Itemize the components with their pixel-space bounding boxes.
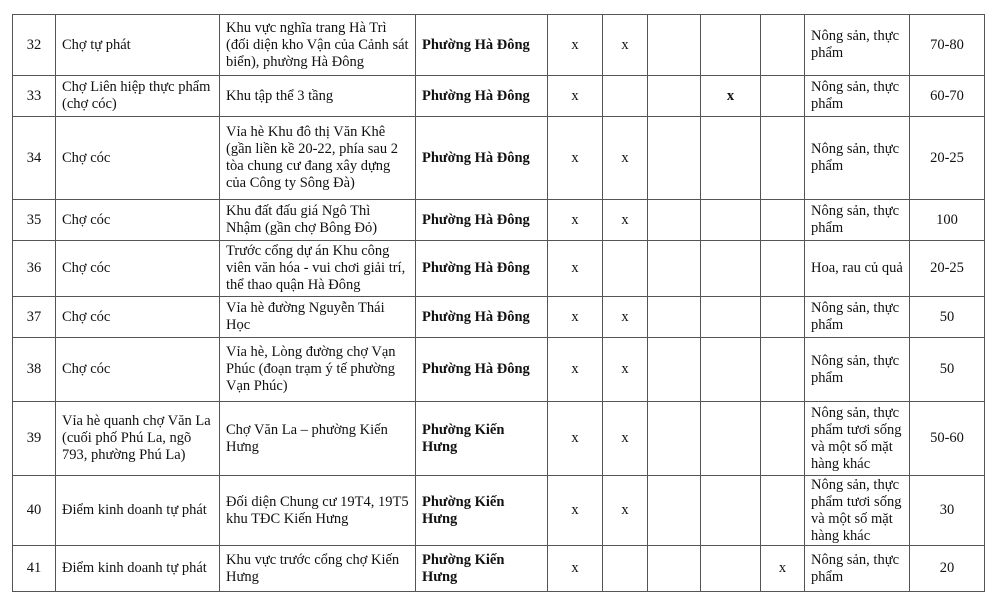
ward: Phường Kiến Hưng [416,476,548,546]
mark-col-1: x [548,297,603,338]
market-name: Điểm kinh doanh tự phát [56,546,220,592]
row-number: 38 [13,338,56,402]
mark-col-2: x [603,338,648,402]
row-number: 33 [13,76,56,117]
ward: Phường Kiến Hưng [416,402,548,476]
mark-col-5 [761,200,805,241]
vendor-count: 20-25 [910,117,985,200]
table-row [13,200,985,241]
mark-col-3 [648,297,701,338]
row-number: 36 [13,241,56,297]
table-row [13,338,985,402]
goods-type: Nông sản, thực phẩm [805,76,910,117]
mark-col-1: x [548,546,603,592]
vendor-count: 60-70 [910,76,985,117]
vendor-count: 50-60 [910,402,985,476]
market-name: Chợ cóc [56,241,220,297]
mark-col-4 [701,241,761,297]
goods-type: Nông sản, thực phẩm [805,117,910,200]
market-name: Chợ cóc [56,200,220,241]
mark-col-2: x [603,117,648,200]
goods-type: Hoa, rau củ quả [805,241,910,297]
market-location: Trước cổng dự án Khu công viên văn hóa - vui chơi giải trí, thể thao quận Hà Đông [220,241,416,297]
mark-col-3 [648,76,701,117]
mark-col-1: x [548,15,603,76]
ward: Phường Kiến Hưng [416,546,548,592]
goods-type: Nông sản, thực phẩm [805,297,910,338]
vendor-count: 20 [910,546,985,592]
table-row [13,546,985,592]
table-row [13,76,985,117]
mark-col-4 [701,338,761,402]
mark-col-5 [761,476,805,546]
mark-col-2: x [603,15,648,76]
market-location: Khu vực trước cổng chợ Kiến Hưng [220,546,416,592]
market-name: Vỉa hè quanh chợ Văn La (cuối phố Phú La, ngõ 793, phường Phú La) [56,402,220,476]
table-row [13,476,985,546]
mark-col-4 [701,117,761,200]
mark-col-5 [761,297,805,338]
goods-type: Nông sản, thực phẩm [805,546,910,592]
mark-col-5 [761,117,805,200]
market-location: Khu vực nghĩa trang Hà Trì (đối diện kho Vận của Cảnh sát biển), phường Hà Đông [220,15,416,76]
row-number: 34 [13,117,56,200]
mark-col-3 [648,476,701,546]
market-list-table [12,14,985,592]
mark-col-5 [761,76,805,117]
mark-col-3 [648,117,701,200]
mark-col-4 [701,402,761,476]
mark-col-1: x [548,241,603,297]
market-location: Đối diện Chung cư 19T4, 19T5 khu TĐC Kiến Hưng [220,476,416,546]
goods-type: Nông sản, thực phẩm [805,338,910,402]
mark-col-1: x [548,338,603,402]
market-name: Chợ Liên hiệp thực phẩm (chợ cóc) [56,76,220,117]
market-location: Chợ Văn La – phường Kiến Hưng [220,402,416,476]
market-location: Khu đất đấu giá Ngô Thì Nhậm (gần chợ Bông Đỏ) [220,200,416,241]
mark-col-1: x [548,117,603,200]
mark-col-3 [648,241,701,297]
vendor-count: 50 [910,297,985,338]
vendor-count: 70-80 [910,15,985,76]
mark-col-3 [648,200,701,241]
mark-col-1: x [548,200,603,241]
goods-type: Nông sản, thực phẩm [805,15,910,76]
mark-col-1: x [548,476,603,546]
mark-col-5 [761,338,805,402]
mark-col-4 [701,297,761,338]
mark-col-4 [701,200,761,241]
ward: Phường Hà Đông [416,241,548,297]
row-number: 37 [13,297,56,338]
mark-col-3 [648,402,701,476]
table-row [13,297,985,338]
mark-col-4: x [701,76,761,117]
market-location: Vỉa hè, Lòng đường chợ Vạn Phúc (đoạn trạm ý tế phường Vạn Phúc) [220,338,416,402]
vendor-count: 100 [910,200,985,241]
mark-col-5 [761,241,805,297]
ward: Phường Hà Đông [416,117,548,200]
mark-col-3 [648,546,701,592]
vendor-count: 50 [910,338,985,402]
market-location: Vỉa hè Khu đô thị Văn Khê (gần liền kề 20-22, phía sau 2 tòa chung cư đang xây dựng của Công ty Sông Đà) [220,117,416,200]
market-name: Chợ cóc [56,117,220,200]
mark-col-1: x [548,402,603,476]
goods-type: Nông sản, thực phẩm [805,200,910,241]
market-name: Chợ tự phát [56,15,220,76]
goods-type: Nông sản, thực phẩm tươi sống và một số mặt hàng khác [805,402,910,476]
row-number: 39 [13,402,56,476]
mark-col-2: x [603,402,648,476]
goods-type: Nông sản, thực phẩm tươi sống và một số mặt hàng khác [805,476,910,546]
mark-col-2 [603,546,648,592]
ward: Phường Hà Đông [416,297,548,338]
ward: Phường Hà Đông [416,338,548,402]
mark-col-2: x [603,200,648,241]
table-row [13,241,985,297]
mark-col-3 [648,15,701,76]
mark-col-1: x [548,76,603,117]
mark-col-4 [701,476,761,546]
market-name: Điểm kinh doanh tự phát [56,476,220,546]
vendor-count: 30 [910,476,985,546]
ward: Phường Hà Đông [416,15,548,76]
mark-col-2: x [603,476,648,546]
vendor-count: 20-25 [910,241,985,297]
mark-col-5 [761,402,805,476]
market-location: Khu tập thể 3 tầng [220,76,416,117]
market-name: Chợ cóc [56,297,220,338]
mark-col-3 [648,338,701,402]
row-number: 35 [13,200,56,241]
row-number: 41 [13,546,56,592]
table-row [13,117,985,200]
mark-col-2 [603,76,648,117]
mark-col-5 [761,15,805,76]
mark-col-4 [701,15,761,76]
mark-col-4 [701,546,761,592]
table-row [13,402,985,476]
mark-col-2 [603,241,648,297]
row-number: 40 [13,476,56,546]
row-number: 32 [13,15,56,76]
mark-col-5: x [761,546,805,592]
market-location: Vỉa hè đường Nguyễn Thái Học [220,297,416,338]
mark-col-2: x [603,297,648,338]
ward: Phường Hà Đông [416,76,548,117]
table-row [13,15,985,76]
market-name: Chợ cóc [56,338,220,402]
ward: Phường Hà Đông [416,200,548,241]
